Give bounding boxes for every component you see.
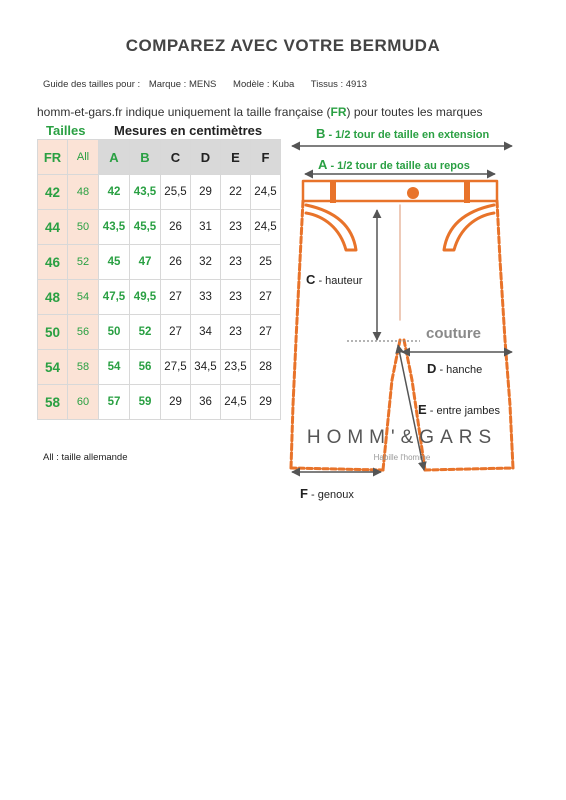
cell-b: 45,5 [130,210,161,245]
guide-fabric: Tissus : 4913 [310,79,367,90]
cell-e: 23 [221,210,251,245]
cell-a: 57 [99,385,130,420]
cell-a: 54 [99,350,130,385]
page-title: COMPAREZ AVEC VOTRE BERMUDA [125,36,441,55]
cell-f: 25 [251,245,281,280]
cell-d: 29 [191,175,221,210]
cell-f: 24,5 [251,210,281,245]
header-e: E [221,140,251,175]
cell-all: 54 [68,280,99,315]
cell-c: 29 [161,385,191,420]
cell-f: 28 [251,350,281,385]
sizes-group-header: Tailles [46,123,86,138]
cell-b: 47 [130,245,161,280]
cell-a: 45 [99,245,130,280]
intro-highlight: FR [330,105,347,119]
label-a: A - 1/2 tour de taille au repos [318,157,470,172]
label-couture: couture [426,325,482,342]
intro-after: ) pour toutes les marques [346,105,483,119]
cell-a: 47,5 [99,280,130,315]
cell-c: 27,5 [161,350,191,385]
cell-c: 26 [161,245,191,280]
intro-before: homm-et-gars.fr indique uniquement la taille française ( [37,105,331,119]
cell-all: 48 [68,175,99,210]
cell-d: 34,5 [191,350,221,385]
cell-all: 52 [68,245,99,280]
cell-e: 22 [221,175,251,210]
measure-arrows [292,146,512,472]
header-c: C [161,140,191,175]
cell-d: 32 [191,245,221,280]
header-f: F [251,140,281,175]
cell-f: 27 [251,315,281,350]
cell-e: 23,5 [221,350,251,385]
cell-b: 56 [130,350,161,385]
cell-b: 52 [130,315,161,350]
cell-a: 43,5 [99,210,130,245]
note-all: All : taille allemande [43,452,128,463]
cell-d: 33 [191,280,221,315]
cell-d: 34 [191,315,221,350]
cell-fr: 46 [38,245,68,280]
guide-label: Guide des tailles pour : [43,79,141,90]
cell-d: 36 [191,385,221,420]
label-c: C - hauteur [306,272,363,287]
waistband-details [330,181,470,203]
guide-model: Modèle : Kuba [233,79,295,90]
cell-fr: 42 [38,175,68,210]
cell-e: 24,5 [221,385,251,420]
cell-fr: 44 [38,210,68,245]
cell-d: 31 [191,210,221,245]
header-fr: FR [38,140,68,175]
cell-e: 23 [221,280,251,315]
header-all: All [68,140,99,175]
label-d: D - hanche [427,361,483,376]
cell-e: 23 [221,315,251,350]
cell-fr: 48 [38,280,68,315]
cell-b: 49,5 [130,280,161,315]
cell-f: 24,5 [251,175,281,210]
logo-wordmark: HOMM'&GARS [306,427,498,448]
label-b: B - 1/2 tour de taille en extension [316,126,490,141]
header-b: B [130,140,161,175]
measures-group-header: Mesures en centimètres [114,123,263,138]
cell-f: 29 [251,385,281,420]
brand-logo [300,427,504,462]
cell-b: 43,5 [130,175,161,210]
cell-fr: 54 [38,350,68,385]
cell-fr: 58 [38,385,68,420]
label-f: F - genoux [300,486,354,501]
cell-c: 27 [161,315,191,350]
cell-e: 23 [221,245,251,280]
cell-all: 58 [68,350,99,385]
label-e: E - entre jambes [418,402,501,417]
cell-c: 27 [161,280,191,315]
logo-tagline: Habille l'homme [373,453,431,462]
cell-all: 60 [68,385,99,420]
guide-brand: Marque : MENS [148,79,217,90]
cell-all: 56 [68,315,99,350]
cell-f: 27 [251,280,281,315]
cell-all: 50 [68,210,99,245]
cell-a: 42 [99,175,130,210]
header-a: A [99,140,130,175]
cell-fr: 50 [38,315,68,350]
cell-c: 25,5 [161,175,191,210]
cell-a: 50 [99,315,130,350]
cell-c: 26 [161,210,191,245]
cell-b: 59 [130,385,161,420]
header-d: D [191,140,221,175]
